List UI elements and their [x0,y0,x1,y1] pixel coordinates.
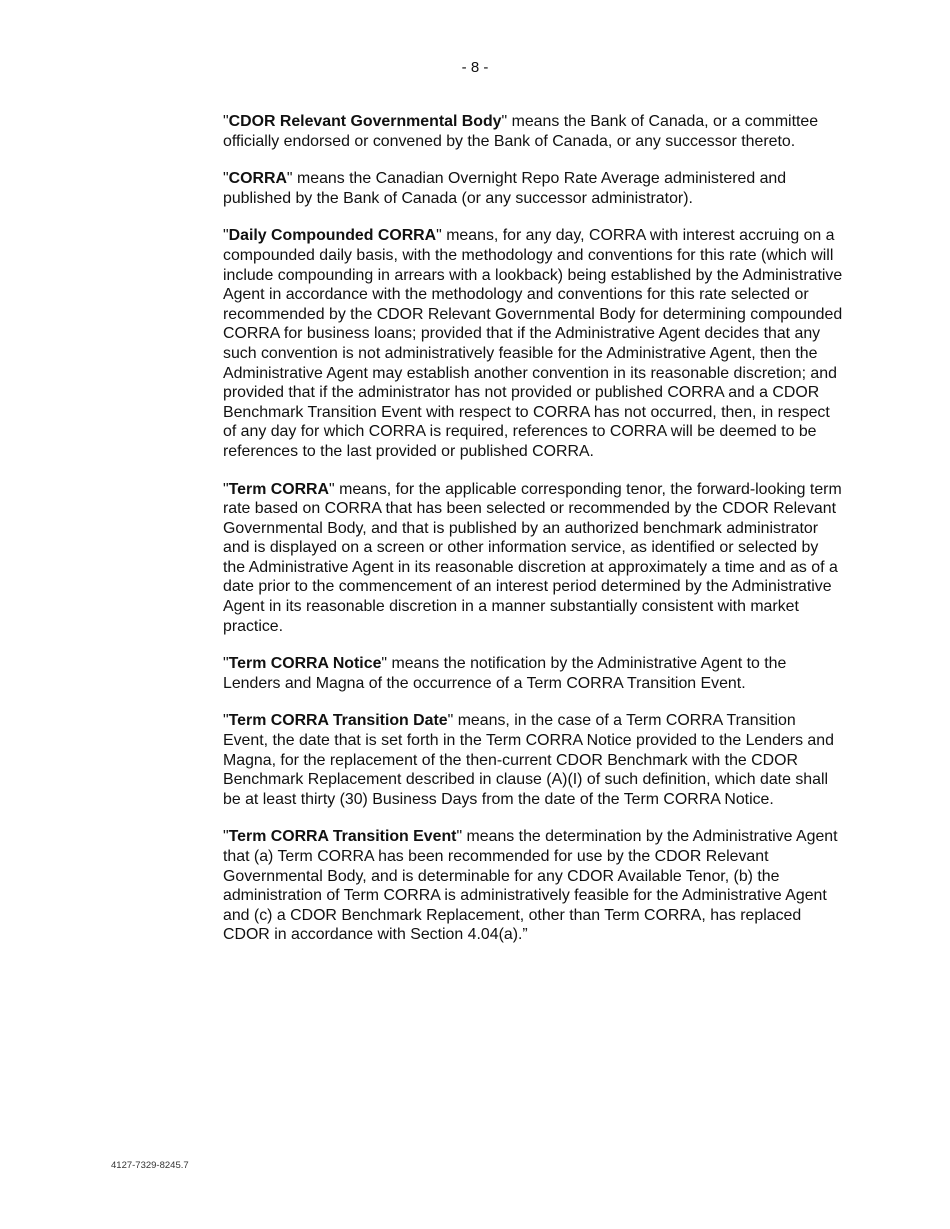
defined-term: Term CORRA [228,480,330,498]
open-quote: " [223,113,229,130]
defined-term: CDOR Relevant Governmental Body [228,113,502,130]
definition-corra [223,169,843,208]
definition-term-corra-transition-date [223,711,843,809]
defined-term: Term CORRA Notice [228,655,382,673]
close-quote: " [456,828,463,846]
definition-text: means the notification by the Administrative Agent to the Lenders and Magna of the occurrence of a Term CORRA Transition Event. [223,655,787,692]
definition-cdor-relevant-governmental-body [223,112,843,151]
open-quote: " [223,655,229,673]
document-id: 4127-7329-8245.7 [111,1160,189,1171]
defined-term: Term CORRA Transition Date [228,712,448,730]
defined-term: CORRA [228,170,287,188]
definition-text: means, for any day, CORRA with interest accruing on a compounded daily basis, with the methodology and conventions for this rate (which will include compounding in arrears with a lookback) being established by the Administrative Agent in accordance with the methodology and conventions for this rate selected or recommended by the CDOR Relevant Governmental Body for determining compounded CORRA for business loans; provided that if the Administrative Agent decides that any such convention is not administratively feasible for the Administrative Agent, then the Administrative Agent may establish another convention in its reasonable discretion; and provided that if the administrator has not provided or published CORRA and a CDOR Benchmark Transition Event with respect to CORRA has not occurred, then, in respect of any day for which CORRA is required, references to CORRA will be deemed to be references to the last provided or published CORRA. [223,227,843,460]
definition-text: means the Canadian Overnight Repo Rate Average administered and published by the Bank of Canada (or any successor administrator). [223,170,787,207]
definition-term-corra [223,480,843,637]
definition-term-corra-transition-event [223,827,843,945]
definition-text: means the determination by the Administrative Agent that (a) Term CORRA has been recommended for use by the CDOR Relevant Governmental Body, and is determinable for any CDOR Available Tenor, (b) the administration of Term CORRA is administratively feasible for the Administrative Agent and (c) a CDOR Benchmark Replacement, other than Term CORRA, has replaced CDOR in accordance with Section 4.04(a).” [223,828,838,944]
definition-text: means the Bank of Canada, or a committee officially endorsed or convened by the Bank of Canada, or any successor thereto. [223,113,819,150]
open-quote: " [223,828,229,846]
definition-text: means, for the applicable corresponding tenor, the forward-looking term rate based on CORRA that has been selected or recommended by the CDOR Relevant Governmental Body, and that is published by an authorized benchmark administrator and is displayed on a screen or other information service, as identified or selected by the Administrative Agent in its reasonable discretion at approximately a time and as of a date prior to the commencement of an interest period determined by the Administrative Agent in its reasonable discretion in a manner substantially consistent with market practice. [223,480,842,635]
close-quote: " [286,170,293,188]
close-quote: " [436,227,442,245]
defined-term: Daily Compounded CORRA [228,227,437,245]
open-quote: " [223,712,229,730]
close-quote: " [501,113,508,130]
definitions-section [223,112,843,963]
close-quote: " [447,712,454,730]
close-quote: " [329,480,335,498]
open-quote: " [223,480,229,498]
open-quote: " [223,170,229,188]
definition-daily-compounded-corra [223,226,843,461]
page-number: - 8 - [461,59,489,76]
defined-term: Term CORRA Transition Event [228,828,457,846]
definition-term-corra-notice [223,654,843,693]
close-quote: " [381,655,388,673]
definition-text: means, in the case of a Term CORRA Transition Event, the date that is set forth in the Term CORRA Notice provided to the Lenders and Magna, for the replacement of the then-current CDOR Benchmark with the CDOR Benchmark Replacement described in clause (A)(I) of such definition, which date shall be at least thirty (30) Business Days from the date of the Term CORRA Notice. [223,712,834,808]
open-quote: " [223,227,229,245]
